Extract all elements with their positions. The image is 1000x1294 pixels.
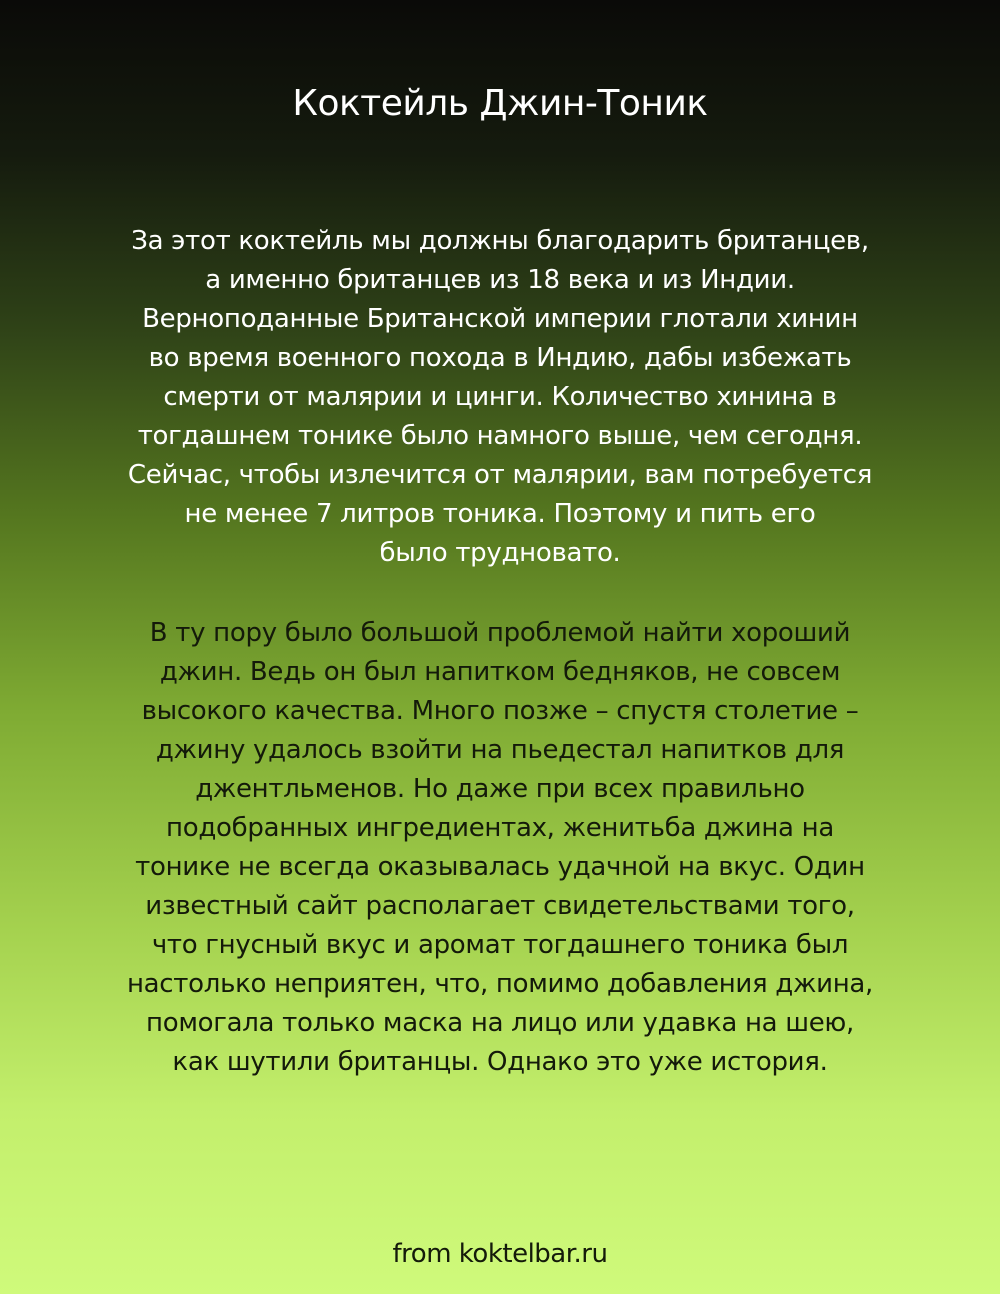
paragraph-history-intro [0, 222, 1000, 573]
text-line: во время военного похода в Индию, дабы избежать [148, 343, 852, 373]
text-line: тогдашнем тонике было намного выше, чем сегодня. [137, 421, 863, 451]
paragraph-gin-quality [0, 614, 1000, 1082]
text-line: настолько неприятен, что, помимо добавления джина, [126, 969, 874, 999]
text-line: высокого качества. Много позже – спустя столетие – [141, 696, 859, 726]
text-line: известный сайт располагает свидетельствами того, [145, 891, 855, 921]
text-line: джину удалось взойти на пьедестал напитков для [155, 735, 845, 765]
text-line: джентльменов. Но даже при всех правильно [195, 774, 805, 804]
text-line: было трудновато. [379, 538, 621, 568]
text-line: что гнусный вкус и аромат тогдашнего тоника был [151, 930, 849, 960]
text-line: В ту пору было большой проблемой найти хороший [149, 618, 851, 648]
source-credit: from koktelbar.ru [392, 1239, 608, 1269]
text-line: помогала только маска на лицо или удавка на шею, [146, 1008, 854, 1038]
text-line: тонике не всегда оказывалась удачной на вкус. Один [135, 852, 865, 882]
page-title: Коктейль Джин-Тоник [292, 83, 708, 124]
text-line: джин. Ведь он был напитком бедняков, не совсем [159, 657, 841, 687]
text-line: Верноподанные Британской империи глотали хинин [142, 304, 858, 334]
text-line: не менее 7 литров тоника. Поэтому и пить его [184, 499, 816, 529]
text-line: подобранных ингредиентах, женитьба джина на [166, 813, 834, 843]
text-line: как шутили британцы. Однако это уже история. [172, 1047, 828, 1077]
text-line: смерти от малярии и цинги. Количество хинина в [163, 382, 837, 412]
text-line: Сейчас, чтобы излечится от малярии, вам потребуется [127, 460, 873, 490]
text-line: За этот коктейль мы должны благодарить британцев, [131, 226, 869, 256]
text-line: а именно британцев из 18 века и из Индии. [205, 265, 795, 295]
